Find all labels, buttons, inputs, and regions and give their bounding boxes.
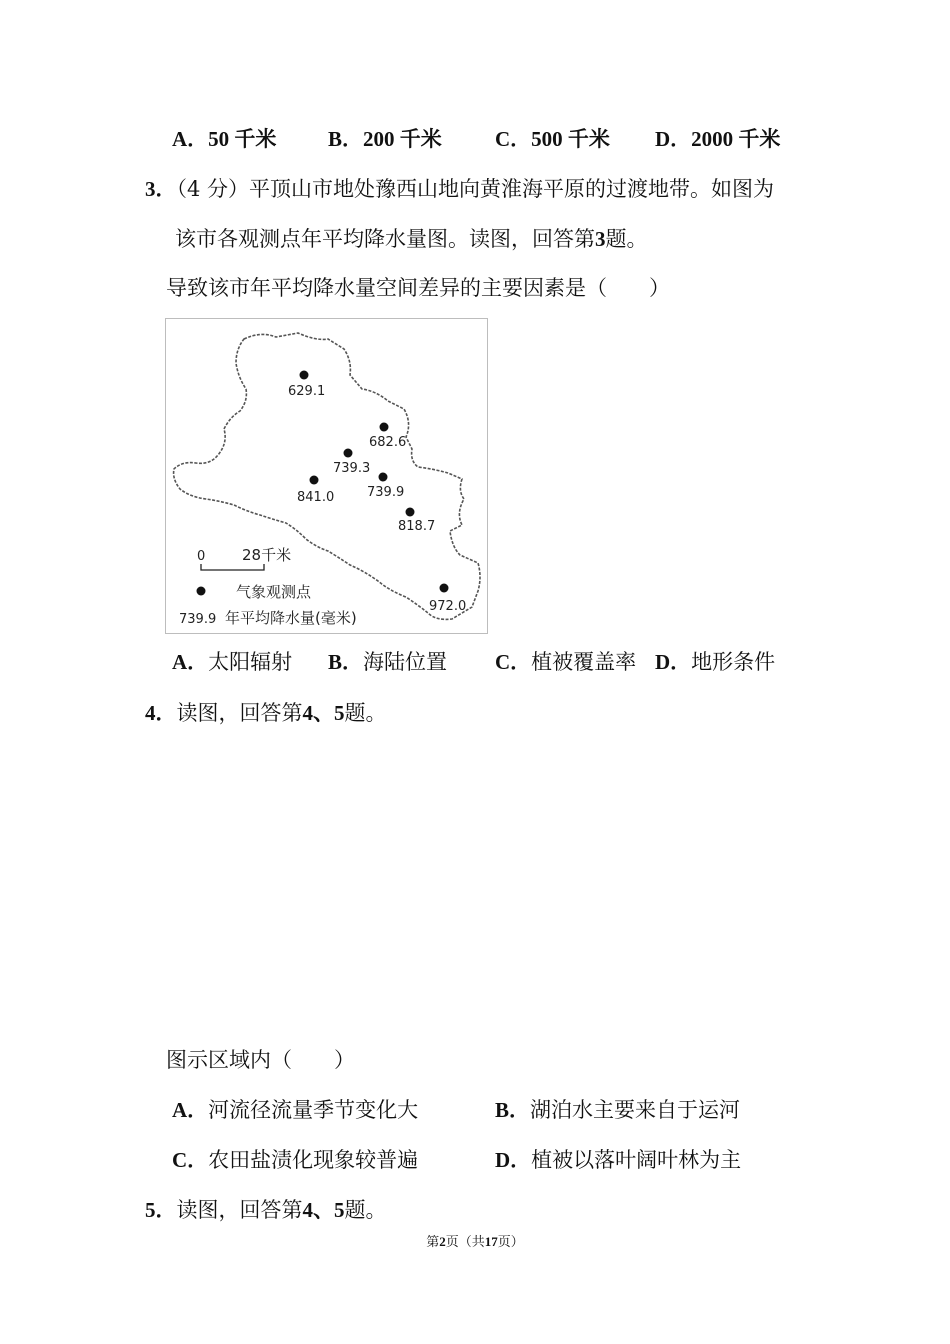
q4-stem: 4．读图，回答第4、5题。 <box>145 701 387 725</box>
footer-prefix: 第 <box>426 1235 440 1250</box>
q3-option-b: B．海陆位置 <box>328 650 448 674</box>
page-footer <box>0 1231 950 1250</box>
q3-question: 导致该市年平均降水量空间差异的主要因素是（ ） <box>166 276 670 300</box>
option-text: 500 千米 <box>531 127 610 151</box>
q3-option-c: C．植被覆盖率 <box>495 650 637 674</box>
station-dot <box>300 371 309 380</box>
q5-stem-text: 读图，回答第 <box>176 1198 303 1222</box>
legend-value-label: 年平均降水量(毫米) <box>225 609 357 627</box>
q3-stem-text3: 题。 <box>605 227 648 251</box>
q3-score: （4 分） <box>176 177 250 201</box>
station-label: 841.0 <box>297 490 335 505</box>
q2-option-d: D．2000 千米 <box>655 127 781 151</box>
q4-number: 4 <box>145 701 156 725</box>
option-key: D <box>495 1148 511 1172</box>
station-label: 972.0 <box>429 599 467 614</box>
option-key: B <box>495 1098 510 1122</box>
q4-option-a: A．河流径流量季节变化大 <box>172 1098 419 1122</box>
q4-option-d: D．植被以落叶阔叶林为主 <box>495 1148 742 1172</box>
station-dot <box>379 473 388 482</box>
footer-total-pages: 17 <box>484 1234 498 1249</box>
station-dot <box>380 423 389 432</box>
legend-value-example: 739.9 <box>179 612 217 627</box>
q2-option-a: A．50 千米 <box>172 127 277 151</box>
option-key: A <box>172 1098 188 1122</box>
q4-stem-text2: 题。 <box>344 701 387 725</box>
station-dot <box>406 508 415 517</box>
q3-ref-number: 3 <box>595 227 606 251</box>
option-text: 海陆位置 <box>363 650 448 674</box>
option-key: B <box>328 127 343 151</box>
q5-number: 5 <box>145 1198 156 1222</box>
region-outline <box>174 333 480 619</box>
option-text: 农田盐渍化现象较普遍 <box>208 1148 419 1172</box>
q4-option-b: B．湖泊水主要来自于运河 <box>495 1098 741 1122</box>
q3-stem-text2: 该市各观测点年平均降水量图。读图，回答第 <box>175 227 595 251</box>
q2-option-b: B．200 千米 <box>328 127 442 151</box>
option-key: D <box>655 127 671 151</box>
option-text: 200 千米 <box>363 127 442 151</box>
option-key: C <box>172 1148 188 1172</box>
scale-value: 28千米 <box>242 546 292 564</box>
scale-zero: 0 <box>197 549 206 564</box>
q3-stem-line1: 3．（4 分）平顶山市地处豫西山地向黄淮海平原的过渡地带。如图为 <box>145 177 775 201</box>
station-label: 739.9 <box>367 485 405 500</box>
scale-bar <box>201 564 264 570</box>
option-text: 地形条件 <box>691 650 776 674</box>
q4-question: 图示区域内（ ） <box>166 1048 355 1072</box>
q3-option-a: A．太阳辐射 <box>172 650 293 674</box>
q5-ref-numbers: 4、5 <box>302 1198 345 1222</box>
footer-page-number: 2 <box>439 1234 446 1249</box>
option-text: 植被以落叶阔叶林为主 <box>531 1148 742 1172</box>
q5-stem-text2: 题。 <box>344 1198 387 1222</box>
option-key: B <box>328 650 343 674</box>
option-text: 2000 千米 <box>691 127 781 151</box>
station-dot <box>440 584 449 593</box>
q3-stem-text: 平顶山市地处豫西山地向黄淮海平原的过渡地带。如图为 <box>249 177 775 201</box>
footer-suffix: 页） <box>497 1235 524 1250</box>
option-text: 50 千米 <box>208 127 277 151</box>
q4-option-c: C．农田盐渍化现象较普遍 <box>172 1148 419 1172</box>
option-text: 太阳辐射 <box>208 650 293 674</box>
option-key: D <box>655 650 671 674</box>
option-text: 植被覆盖率 <box>531 650 637 674</box>
station-label: 818.7 <box>398 519 436 534</box>
legend-station-label: 气象观测点 <box>236 583 312 601</box>
q4-ref-numbers: 4、5 <box>302 701 345 725</box>
option-key: C <box>495 650 511 674</box>
footer-mid: 页（共 <box>445 1235 485 1250</box>
station-dot <box>310 476 319 485</box>
option-key: A <box>172 127 188 151</box>
station-label: 682.6 <box>369 435 407 450</box>
q4-stem-text: 读图，回答第 <box>176 701 303 725</box>
option-key: A <box>172 650 188 674</box>
precipitation-map <box>165 318 488 634</box>
legend-station-dot <box>197 587 206 596</box>
q3-number: 3 <box>145 177 156 201</box>
station-dot <box>344 449 353 458</box>
q2-option-c: C．500 千米 <box>495 127 610 151</box>
q5-stem: 5．读图，回答第4、5题。 <box>145 1198 387 1222</box>
option-text: 河流径流量季节变化大 <box>208 1098 419 1122</box>
station-label: 739.3 <box>333 461 371 476</box>
option-key: C <box>495 127 511 151</box>
station-label: 629.1 <box>288 384 326 399</box>
option-text: 湖泊水主要来自于运河 <box>530 1098 741 1122</box>
map-svg <box>166 319 489 635</box>
q3-stem-line2 <box>175 223 648 253</box>
q3-option-d: D．地形条件 <box>655 650 776 674</box>
